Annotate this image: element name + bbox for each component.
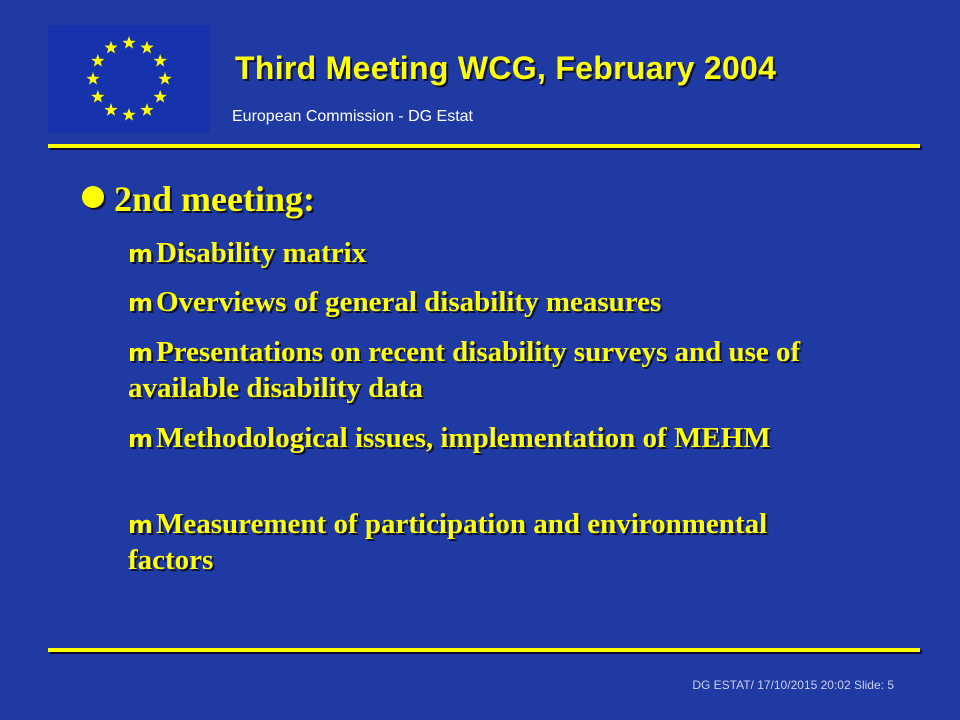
heading-text: 2nd meeting: bbox=[114, 179, 315, 219]
m-bullet-icon: m bbox=[128, 289, 154, 317]
list-item: m Disability matrix bbox=[128, 236, 828, 272]
bullet-heading bbox=[82, 178, 315, 220]
eu-flag-logo bbox=[48, 25, 210, 133]
m-bullet-icon: m bbox=[128, 240, 154, 268]
organization-label: European Commission - DG Estat bbox=[232, 108, 473, 125]
list-item: m Presentations on recent disability surveys and use of available disability data bbox=[128, 336, 801, 404]
eu-flag-icon bbox=[48, 25, 210, 133]
top-divider bbox=[48, 144, 920, 148]
slide-title: Third Meeting WCG, February 2004 bbox=[235, 50, 777, 86]
m-bullet-icon: m bbox=[128, 425, 154, 453]
list-item: m Measurement of participation and environmental factors bbox=[128, 508, 768, 576]
bottom-divider bbox=[48, 648, 920, 652]
m-bullet-icon: m bbox=[128, 339, 154, 367]
slide-footer: DG ESTAT/ 17/10/2015 20:02 Slide: 5 bbox=[692, 678, 894, 692]
list-item: m Methodological issues, implementation of MEHM bbox=[128, 421, 828, 457]
list-item: m Overviews of general disability measures bbox=[128, 285, 828, 321]
m-bullet-icon: m bbox=[128, 511, 154, 539]
round-bullet-icon bbox=[82, 186, 104, 208]
